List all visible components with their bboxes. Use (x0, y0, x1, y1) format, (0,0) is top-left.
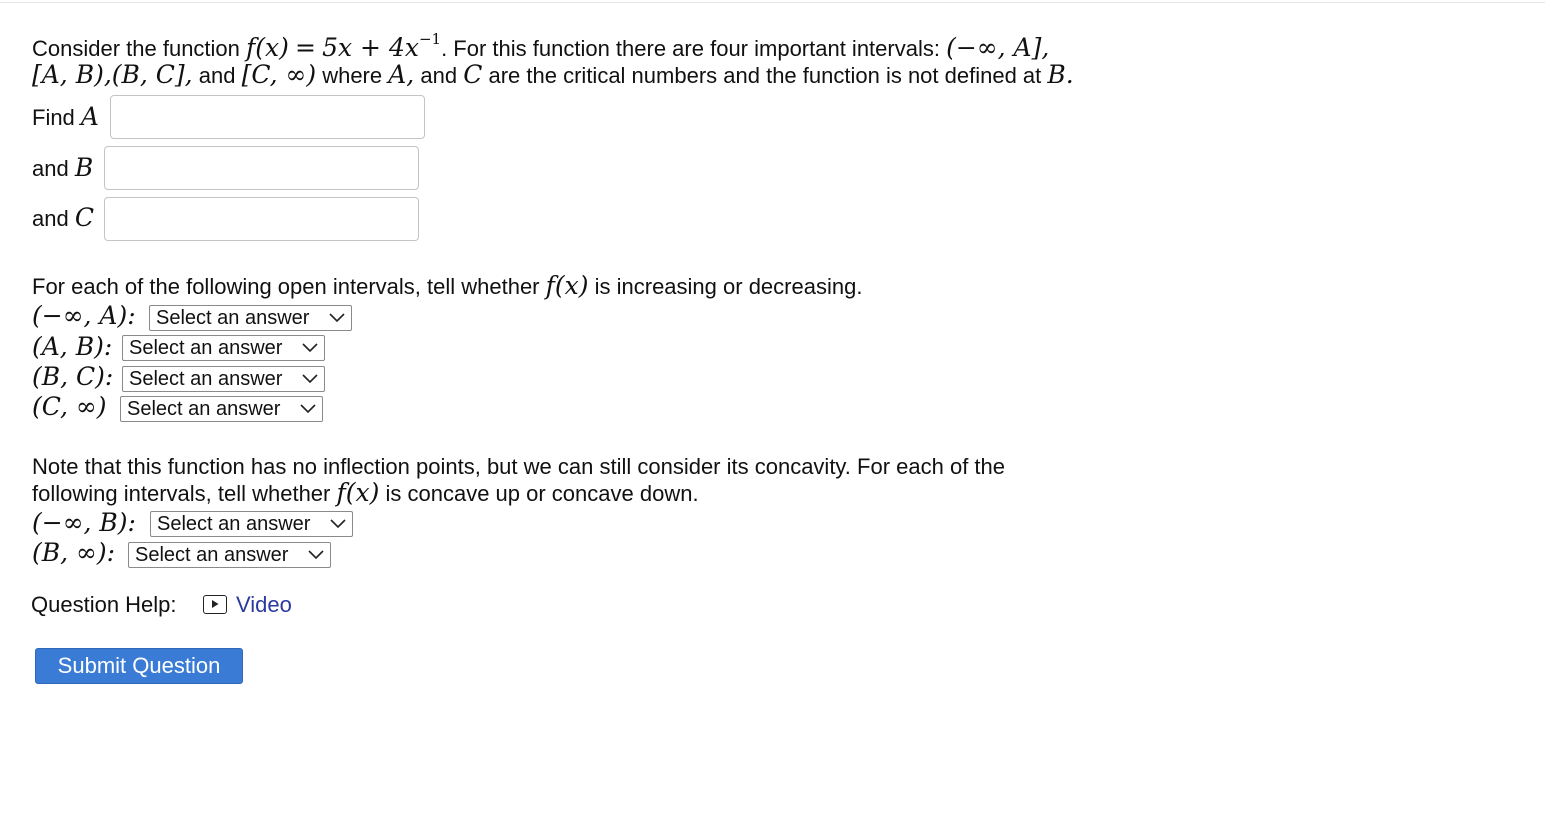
answer-b-input[interactable] (104, 146, 419, 190)
answer-a-input[interactable] (110, 95, 425, 139)
concavity-prompt-end: is concave up or concave down. (385, 481, 699, 506)
interval-label: (A, B): (32, 332, 113, 361)
function-expression: 5x + 4x (322, 33, 419, 62)
select-value: Select an answer (129, 368, 283, 390)
increasing-select[interactable] (149, 305, 352, 331)
label-var-b: B (74, 153, 94, 182)
where-text: where (322, 63, 383, 88)
and-text: and (198, 63, 236, 88)
label-var-a: A (80, 102, 99, 131)
exponent: −1 (418, 30, 442, 48)
and-text-c: and (32, 206, 69, 231)
equals-sign: = (295, 33, 316, 62)
question-intro: Consider the function (32, 36, 240, 61)
concavity-note: Note that this function has no inflection points, but we can still consider its concavity. For each of the (32, 454, 1005, 479)
answer-c-input[interactable] (104, 197, 419, 241)
increasing-prompt-start: For each of the following open intervals, tell whether (32, 274, 540, 299)
select-value: Select an answer (156, 307, 310, 329)
var-b: B. (1047, 60, 1074, 89)
submit-question-button[interactable]: Submit Question (35, 648, 243, 684)
increasing-fx: f(x) (545, 271, 589, 300)
concavity-fx: f(x) (336, 478, 380, 507)
play-triangle (204, 596, 225, 612)
chevron-down-icon (302, 374, 318, 384)
select-value: Select an answer (127, 398, 281, 420)
interval-label: (B, C): (32, 362, 114, 391)
chevron-down-icon (302, 343, 318, 353)
question-intervals-text: . For this function there are four important intervals: (441, 36, 940, 61)
var-a: A, (388, 60, 415, 89)
interval-bc: (B, C], (111, 60, 193, 89)
function-name: f(x) (246, 33, 289, 62)
chevron-down-icon (329, 313, 345, 323)
interval-c-inf: [C, ∞) (241, 60, 317, 89)
and-b-label (32, 153, 93, 182)
find-text: Find (32, 105, 75, 130)
increasing-select[interactable] (122, 366, 325, 392)
question-help-label: Question Help: (31, 592, 177, 617)
play-icon[interactable] (203, 595, 227, 614)
increasing-select[interactable] (120, 396, 323, 422)
chevron-down-icon (308, 550, 324, 560)
question-line-2 (32, 60, 1074, 89)
and-c-label (32, 203, 94, 232)
chevron-down-icon (330, 519, 346, 529)
var-c: C (463, 60, 483, 89)
concavity-select[interactable] (150, 511, 353, 537)
increasing-prompt (32, 271, 862, 300)
concavity-select[interactable] (128, 542, 331, 568)
concavity-prompt-start: following intervals, tell whether (32, 481, 331, 506)
interval-label: (B, ∞): (32, 538, 116, 567)
chevron-down-icon (300, 404, 316, 414)
and-text-b: and (32, 156, 69, 181)
critical-numbers-text: are the critical numbers and the function is not defined at (488, 63, 1042, 88)
select-value: Select an answer (129, 337, 283, 359)
video-link[interactable]: Video (236, 592, 292, 617)
interval-label: (−∞, B): (32, 508, 136, 537)
find-a-label (32, 102, 99, 131)
interval-label: (−∞, A): (32, 301, 136, 330)
increasing-select[interactable] (122, 335, 325, 361)
interval-label: (C, ∞) (32, 392, 107, 421)
interval-first: (−∞, A], (946, 33, 1050, 62)
increasing-prompt-end: is increasing or decreasing. (594, 274, 863, 299)
concavity-prompt (32, 478, 699, 507)
top-divider (0, 2, 1545, 3)
and-text-2: and (420, 63, 458, 88)
select-value: Select an answer (157, 513, 311, 535)
label-var-c: C (74, 203, 94, 232)
select-value: Select an answer (135, 544, 289, 566)
question-line-1 (32, 30, 1049, 62)
interval-ab: [A, B), (32, 60, 112, 89)
